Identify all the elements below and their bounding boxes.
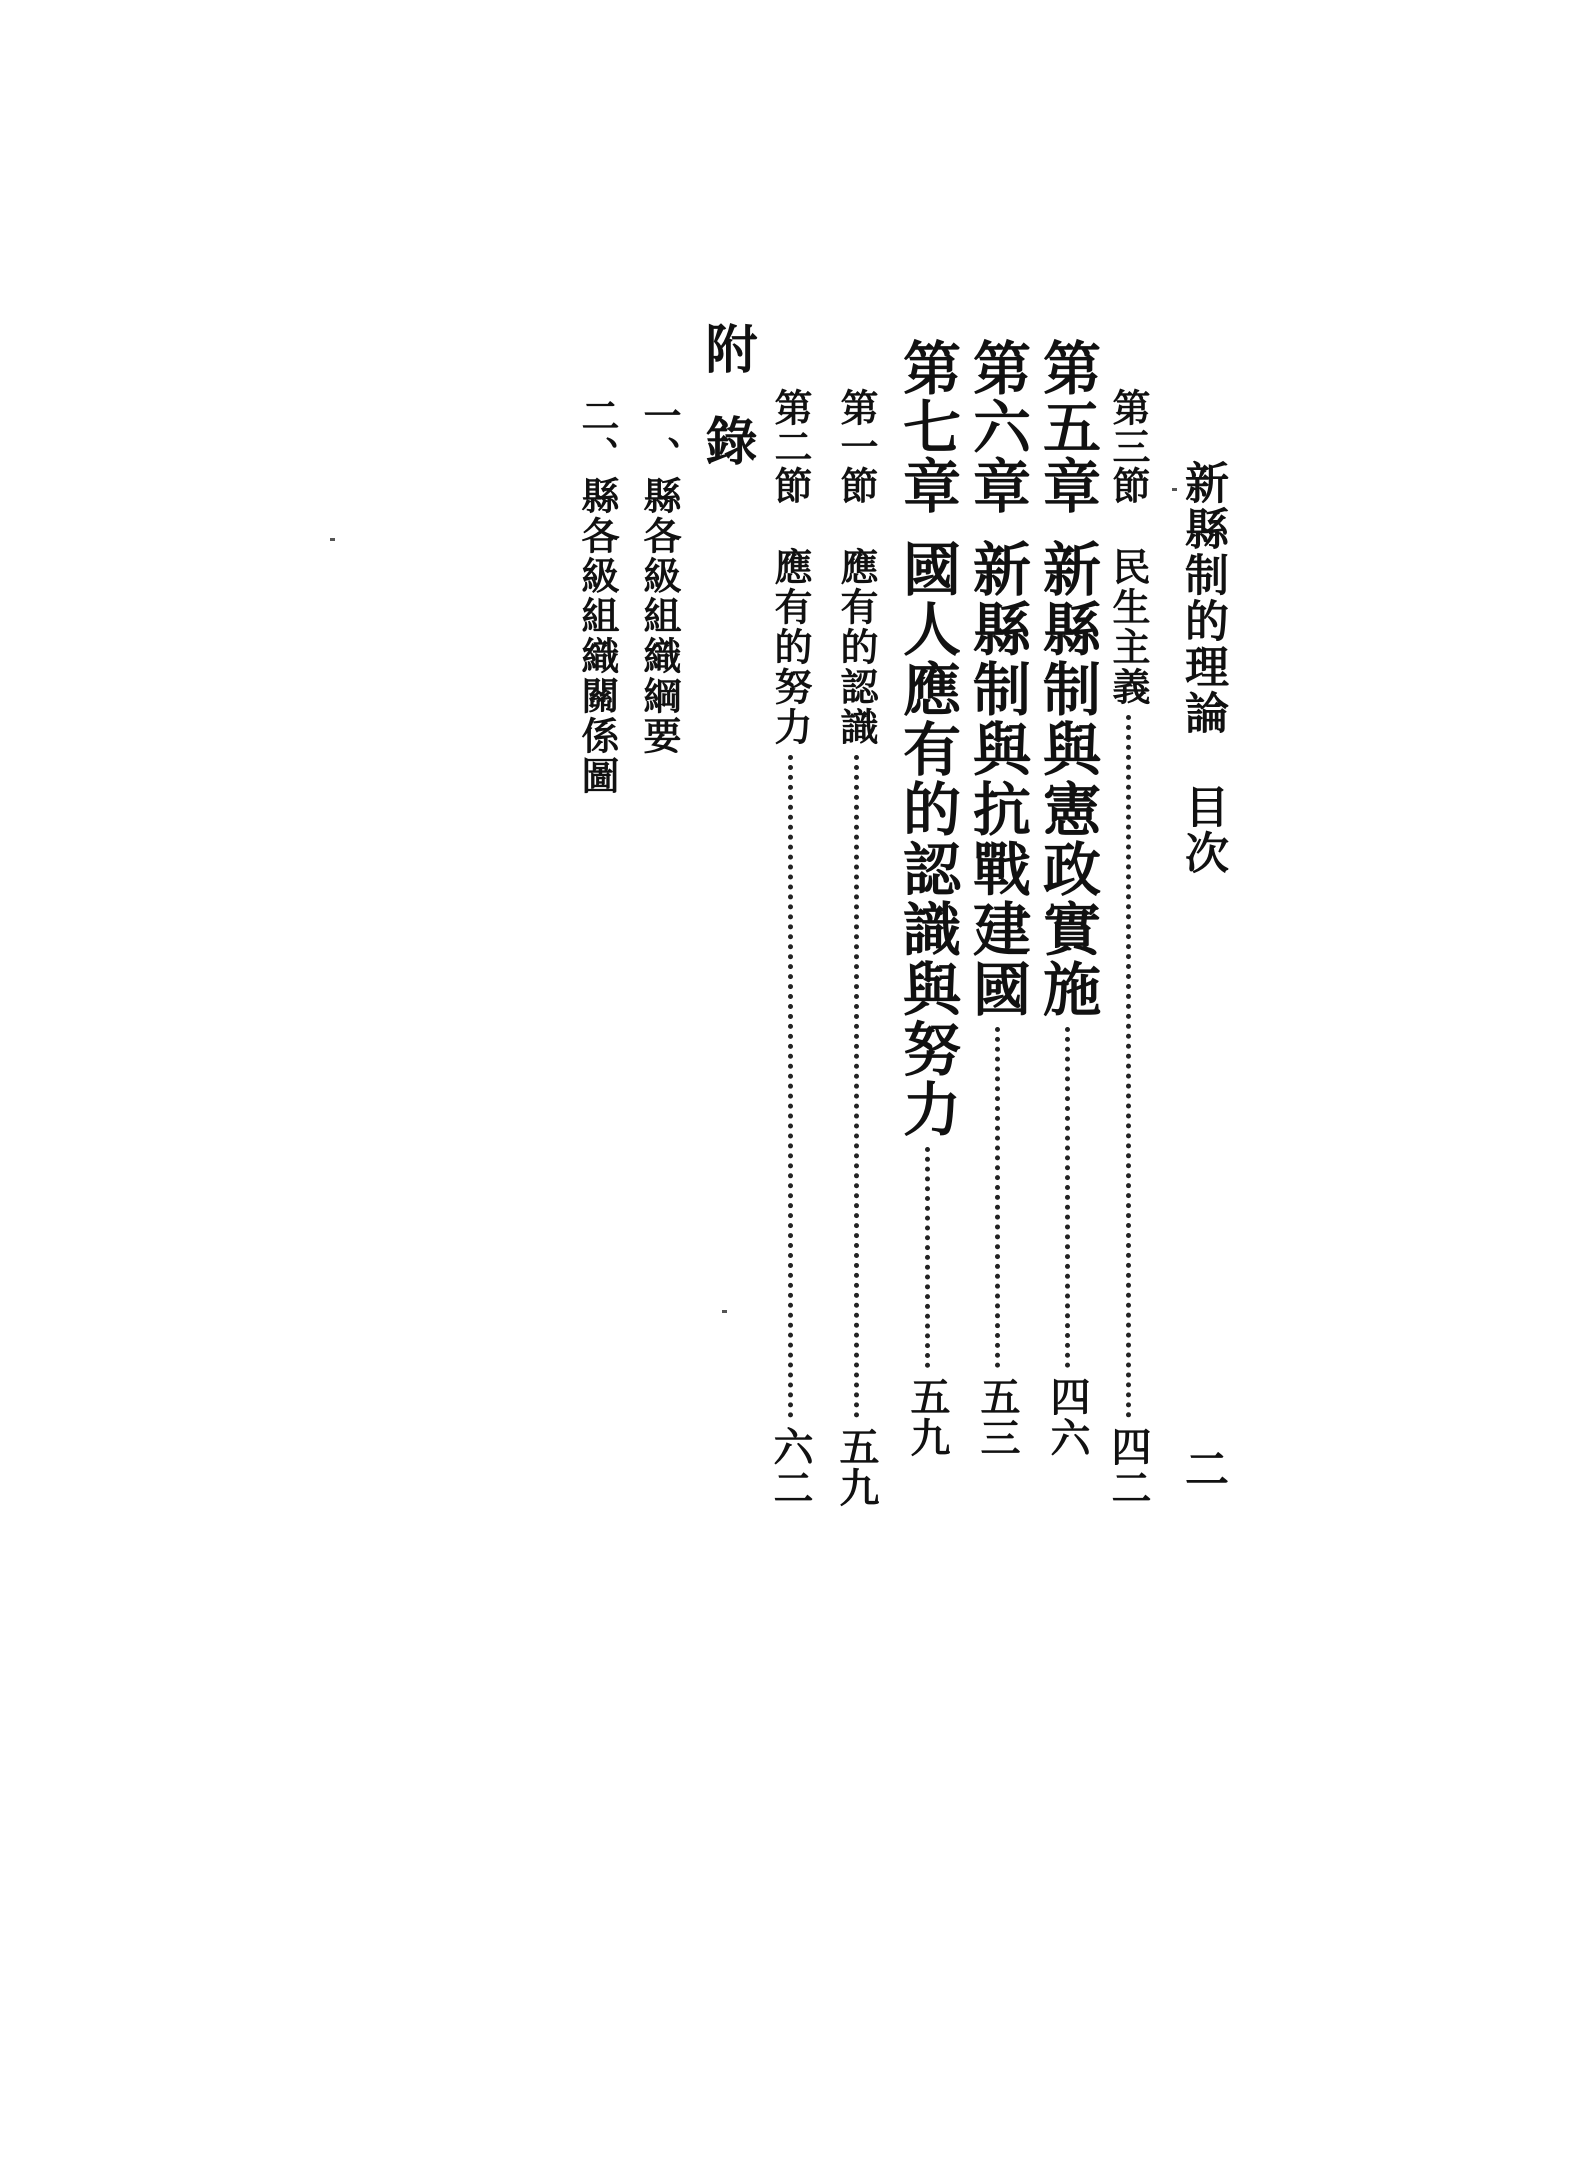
appendix-item-title: 縣各級組織關係圖 — [575, 476, 620, 796]
appendix-heading: 附錄 — [696, 322, 757, 506]
toc-entry-title: 應有的努力 — [768, 547, 813, 747]
toc-entry-chapter-7[interactable] — [893, 338, 961, 1458]
dot-leader — [1126, 715, 1131, 1418]
toc-entry-label: 第五章 — [1033, 338, 1101, 515]
dot-leader — [995, 1027, 1000, 1368]
toc-entry-chapter-6[interactable] — [963, 338, 1031, 1458]
toc-entry-label: 第三節 — [1106, 388, 1151, 505]
toc-entry-title: 新縣制與憲政實施 — [1033, 539, 1101, 1019]
scan-speck — [330, 538, 335, 541]
toc-entry-page: 五三 — [974, 1376, 1021, 1458]
scan-speck — [722, 1310, 727, 1313]
toc-entry-section-1[interactable] — [833, 388, 880, 1508]
toc-entry-page: 五九 — [833, 1426, 880, 1508]
dot-leader — [925, 1147, 930, 1368]
toc-entry-label: 第二節 — [768, 388, 813, 505]
appendix-item-title: 縣各級組織綱要 — [637, 476, 682, 756]
toc-entry-page: 四六 — [1044, 1376, 1091, 1458]
dot-leader — [854, 755, 859, 1418]
toc-entry-label: 第一節 — [834, 388, 879, 505]
dot-leader — [788, 755, 793, 1418]
appendix-item-number: 一、 — [637, 396, 682, 476]
scan-speck — [1172, 488, 1177, 491]
toc-entry-title: 應有的認識 — [834, 547, 879, 747]
book-title: 新縣制的理論 — [1177, 460, 1228, 736]
toc-entry-section-2[interactable] — [767, 388, 814, 1508]
toc-label: 目次 — [1177, 784, 1228, 876]
dot-leader — [1065, 1027, 1070, 1368]
toc-entry-title: 民生主義 — [1106, 547, 1151, 707]
toc-entry-chapter-5[interactable] — [1033, 338, 1101, 1458]
toc-entry-title: 國人應有的認識與努力 — [893, 539, 961, 1139]
appendix-item-2[interactable] — [575, 396, 620, 796]
appendix-item-number: 二、 — [575, 396, 620, 476]
toc-entry-page: 五九 — [904, 1376, 951, 1458]
toc-entry-page: 六二 — [767, 1426, 814, 1508]
toc-entry-label: 第六章 — [963, 338, 1031, 515]
appendix-item-1[interactable] — [637, 396, 682, 756]
page-header — [1177, 460, 1228, 1560]
toc-entry-title: 新縣制與抗戰建國 — [963, 539, 1031, 1019]
page-number: 二 — [1177, 1446, 1228, 1490]
toc-entry-section-3[interactable] — [1105, 388, 1152, 1508]
toc-entry-label: 第七章 — [893, 338, 961, 515]
toc-entry-page: 四二 — [1105, 1426, 1152, 1508]
